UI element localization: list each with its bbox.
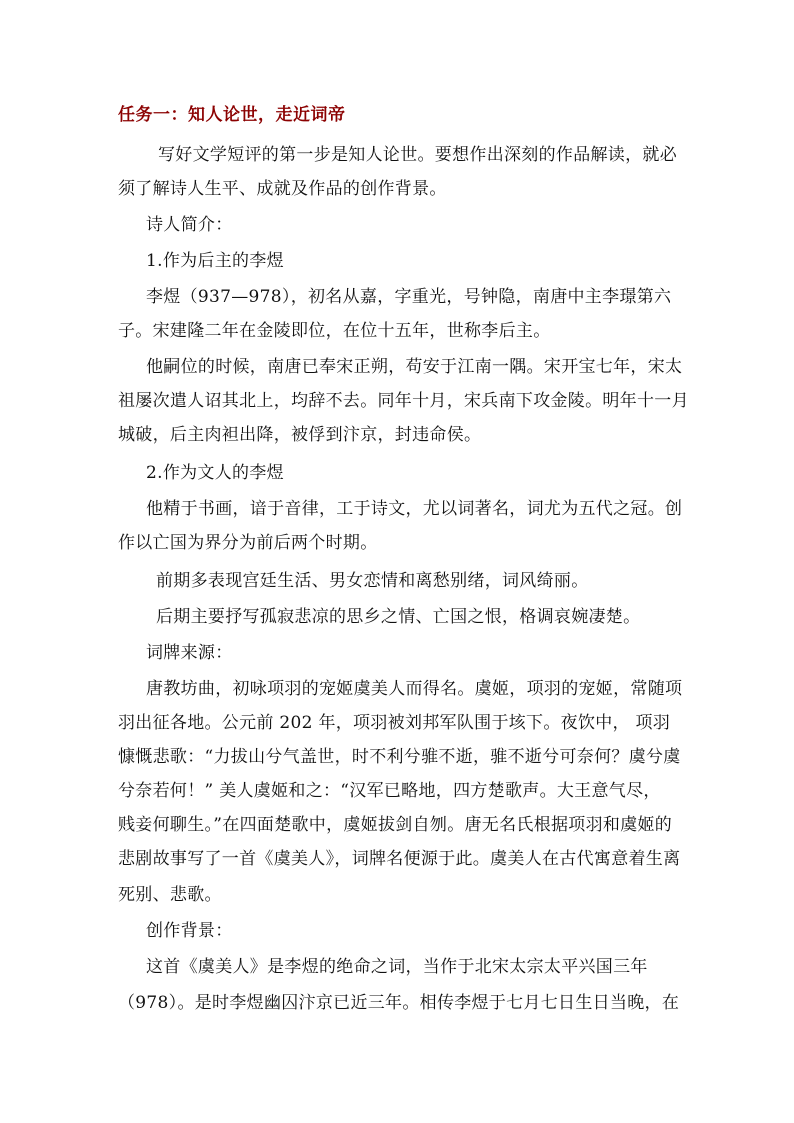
origin-line-5: 贱妾何聊生。”在四面楚歌中，虞姬拔剑自刎。唐无名氏根据项羽和虞姬的	[118, 815, 673, 835]
s2-p3: 后期主要抒写孤寂悲凉的思乡之情、亡国之恨，格调哀婉凄楚。	[156, 607, 641, 627]
origin-line-7: 死别、悲歌。	[118, 885, 222, 905]
origin-line-2: 羽出征各地。公元前 202 年，项羽被刘邦军队围于垓下。夜饮中， 项羽	[118, 713, 671, 733]
intro-line-2: 须了解诗人生平、成就及作品的创作背景。	[118, 179, 447, 199]
section-2-heading: 2.作为文人的李煜	[146, 463, 284, 483]
section-1-heading: 1.作为后主的李煜	[146, 251, 284, 271]
origin-heading: 词牌来源：	[146, 643, 233, 663]
origin-line-3: 慷慨悲歌：“力拔山兮气盖世，时不利兮骓不逝，骓不逝兮可奈何？虞兮虞	[118, 747, 681, 767]
s1-p1-line-1: 李煜（937—978），初名从嘉，字重光，号钟隐，南唐中主李璟第六	[146, 287, 672, 307]
s1-p1-line-2: 子。宋建隆二年在金陵即位，在位十五年，世称李后主。	[118, 321, 551, 341]
s2-p2: 前期多表现宫廷生活、男女恋情和离愁别绪，词风绮丽。	[156, 571, 589, 591]
origin-line-6: 悲剧故事写了一首《虞美人》，词牌名便源于此。虞美人在古代寓意着生离	[118, 849, 681, 869]
origin-line-4: 兮奈若何！” 美人虞姬和之：“汉军已略地，四方楚歌声。大王意气尽，	[118, 781, 661, 801]
background-line-2: （978）。是时李煜幽囚汴京已近三年。相传李煜于七月七日生日当晚，在	[118, 993, 680, 1013]
s1-p2-line-2: 祖屡次遣人诏其北上，均辞不去。同年十月，宋兵南下攻金陵。明年十一月	[118, 391, 689, 411]
background-line-1: 这首《虞美人》是李煜的绝命之词，当作于北宋太宗太平兴国三年	[146, 957, 648, 977]
intro-line-1: 写好文学短评的第一步是知人论世。要想作出深刻的作品解读，就必	[158, 145, 677, 165]
poet-intro-heading: 诗人简介：	[146, 215, 233, 235]
task-title: 任务一：知人论世，走近词帝	[118, 105, 346, 125]
s2-p1-line-1: 他精于书画，谙于音律，工于诗文，尤以词著名，词尤为五代之冠。创	[146, 499, 683, 519]
s1-p2-line-3: 城破，后主肉袒出降，被俘到汴京，封违命侯。	[118, 425, 482, 445]
origin-line-1: 唐教坊曲，初咏项羽的宠姬虞美人而得名。虞姬，项羽的宠姬，常随项	[146, 679, 683, 699]
s1-p2-line-1: 他嗣位的时候，南唐已奉宋正朔，苟安于江南一隅。宋开宝七年，宋太	[146, 357, 683, 377]
s2-p1-line-2: 作以亡国为界分为前后两个时期。	[118, 533, 378, 553]
background-heading: 创作背景：	[146, 921, 233, 941]
